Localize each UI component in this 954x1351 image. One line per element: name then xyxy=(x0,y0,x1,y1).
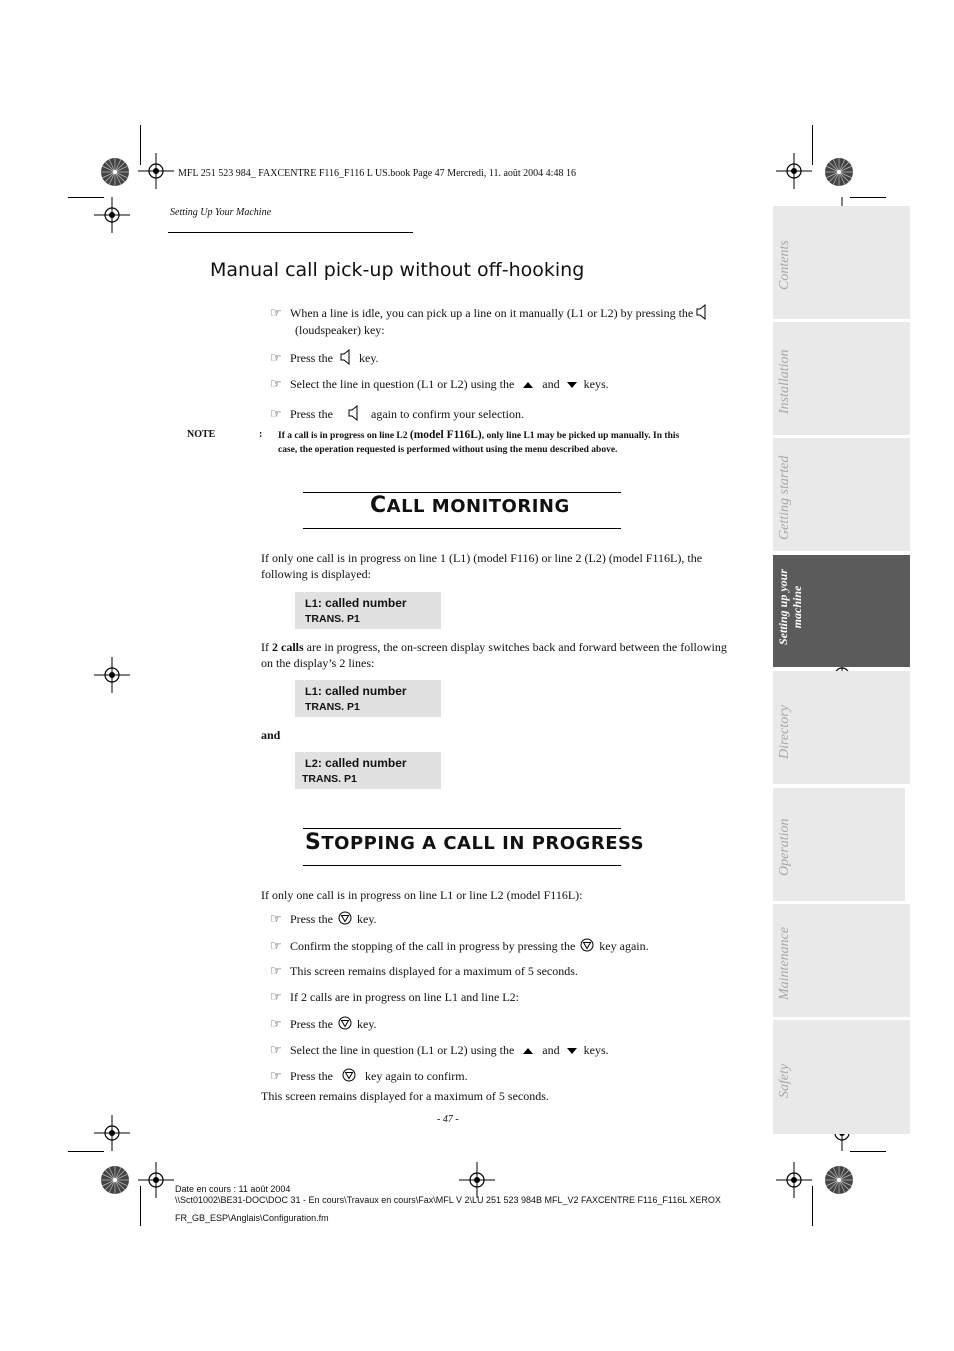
lcd-display xyxy=(295,680,441,717)
bullet-text: and xyxy=(542,377,560,391)
crop-mark xyxy=(68,1151,104,1152)
registration-mark-icon xyxy=(776,153,812,194)
bullet-text: Select the line in question (L1 or L2) using the xyxy=(290,377,515,391)
bullet-text: key. xyxy=(357,912,377,926)
lcd-line-1 xyxy=(305,684,407,698)
crop-mark xyxy=(850,197,886,198)
bullet-text: Press the xyxy=(290,1017,333,1031)
book-header: MFL 251 523 984_ FAXCENTRE F116_F116 L US.book Page 47 Mercredi, 11. août 2004 4:48 16 xyxy=(178,168,576,179)
pointing-hand-icon: ☞ xyxy=(270,405,282,421)
down-arrow-icon xyxy=(567,1043,577,1059)
tab-safety[interactable] xyxy=(773,1020,910,1134)
pointing-hand-icon: ☞ xyxy=(270,376,282,391)
bullet-text: again to confirm your selection. xyxy=(371,406,524,421)
bullet-text: Select the line in question (L1 or L2) using the xyxy=(290,1043,515,1057)
pointing-hand-icon: ☞ xyxy=(270,1068,282,1083)
tab-label: Maintenance xyxy=(777,926,792,1000)
tab-contents[interactable] xyxy=(773,206,910,319)
tab-label: Contents xyxy=(777,240,792,290)
list-item xyxy=(270,911,377,929)
note-label: NOTE xyxy=(187,429,216,440)
registration-mark-icon xyxy=(94,1115,130,1156)
loudspeaker-icon xyxy=(348,405,360,425)
pointing-hand-icon: ☞ xyxy=(270,938,282,953)
paragraph-line: on the display’s 2 lines: xyxy=(261,656,375,670)
footer-file: FR_GB_ESP\Anglais\Configuration.fm xyxy=(175,1213,329,1223)
lcd-line-rest: : called number xyxy=(317,596,407,610)
crop-mark xyxy=(850,1151,886,1152)
lcd-line-2: TRANS. P1 xyxy=(305,613,360,625)
title-rest: TOPPING A CALL IN PROGRESS xyxy=(321,833,645,854)
section-title-call-monitoring xyxy=(370,493,570,518)
note-model: (model F116L) xyxy=(409,429,482,441)
pointing-hand-icon: ☞ xyxy=(270,349,282,365)
tab-label: Installation xyxy=(777,349,792,414)
pointing-hand-icon: ☞ xyxy=(270,989,282,1004)
bullet-text: Press the xyxy=(290,1069,333,1083)
bullet-text: Confirm the stopping of the call in progress by pressing the xyxy=(290,939,576,953)
note-colon: : xyxy=(259,429,263,440)
loudspeaker-icon xyxy=(696,304,708,324)
bullet-text: key. xyxy=(359,350,379,365)
note-text xyxy=(278,428,758,457)
list-item xyxy=(270,1042,609,1059)
section-rule xyxy=(303,865,621,866)
lcd-line-1 xyxy=(305,756,407,770)
header-rule xyxy=(168,232,413,233)
bullet-text: keys. xyxy=(583,1043,609,1057)
registration-mark-icon xyxy=(94,197,130,238)
list-item xyxy=(270,1068,468,1086)
up-arrow-icon xyxy=(523,377,533,393)
tab-maintenance[interactable] xyxy=(773,904,910,1017)
and-label: and xyxy=(261,728,281,742)
page-number: - 47 - xyxy=(437,1114,459,1125)
title-initial: C xyxy=(370,493,387,518)
paragraph-bold: 2 calls xyxy=(272,640,304,654)
bullet-text: Press the xyxy=(290,406,333,421)
crop-mark xyxy=(140,1186,141,1226)
list-item xyxy=(270,938,649,956)
tab-getting-started[interactable] xyxy=(773,438,910,551)
running-head: Setting Up Your Machine xyxy=(170,207,272,218)
list-item xyxy=(270,1016,377,1034)
bullet-text: When a line is idle, you can pick up a line on it manually (L1 or L2) by pressing the xyxy=(290,305,694,320)
note-text-part: , only line L1 may be picked up manually. In this xyxy=(481,431,680,441)
tab-label: Operation xyxy=(777,818,792,876)
list-item xyxy=(270,349,379,369)
stop-key-icon xyxy=(338,911,352,929)
paragraph-line: following is displayed: xyxy=(261,567,371,581)
lcd-line-prefix: L2 xyxy=(305,758,318,770)
bullet-text: Press the xyxy=(290,912,333,926)
tab-installation[interactable] xyxy=(773,322,910,435)
stop-key-icon xyxy=(338,1016,352,1034)
lcd-line-prefix: L1 xyxy=(305,598,318,610)
print-starburst-icon xyxy=(824,157,854,192)
bullet-text: and xyxy=(542,1043,560,1057)
list-item xyxy=(270,304,760,324)
list-item xyxy=(270,963,578,979)
list-item xyxy=(270,405,524,425)
section-title-manual: Manual call pick-up without off-hooking xyxy=(210,259,585,281)
registration-mark-icon xyxy=(776,1162,812,1203)
paragraph-line: If only one call is in progress on line 1 (L1) (model F116) or line 2 (L2) (model F116L), the xyxy=(261,551,703,565)
pointing-hand-icon: ☞ xyxy=(270,304,282,320)
tab-label: Getting started xyxy=(777,455,792,540)
tab-label: Setting up your machine xyxy=(776,568,804,646)
tab-setting-up-your-machine[interactable] xyxy=(773,555,910,667)
stop-key-icon xyxy=(342,1068,356,1086)
print-starburst-icon xyxy=(100,157,130,192)
tab-operation[interactable] xyxy=(773,788,905,901)
registration-mark-icon xyxy=(138,1162,174,1203)
title-rest: ALL MONITORING xyxy=(386,496,570,517)
crop-mark xyxy=(812,1186,813,1226)
bullet-text: key again to confirm. xyxy=(365,1069,468,1083)
tab-label: Safety xyxy=(777,1063,792,1098)
lcd-line-rest: : called number xyxy=(317,684,407,698)
registration-mark-icon xyxy=(138,153,174,194)
bullet-text: This screen remains displayed for a maximum of 5 seconds. xyxy=(290,964,578,978)
paragraph xyxy=(261,639,761,671)
title-initial: S xyxy=(305,830,322,855)
bullet-text: keys. xyxy=(583,377,609,391)
print-starburst-icon xyxy=(100,1165,130,1200)
paragraph-part: are in progress, the on-screen display switches back and forward between the following xyxy=(306,640,727,654)
bullet-text: key. xyxy=(357,1017,377,1031)
crop-mark xyxy=(812,125,813,165)
pointing-hand-icon: ☞ xyxy=(270,1016,282,1031)
pointing-hand-icon: ☞ xyxy=(270,911,282,926)
pointing-hand-icon: ☞ xyxy=(270,1042,282,1057)
lcd-display xyxy=(295,592,441,629)
tab-directory[interactable] xyxy=(773,671,910,784)
list-item xyxy=(270,989,519,1005)
paragraph-part: If xyxy=(261,640,269,654)
paragraph: If only one call is in progress on line L1 or line L2 (model F116L): xyxy=(261,888,583,902)
lcd-line-prefix: L1 xyxy=(305,686,318,698)
pointing-hand-icon: ☞ xyxy=(270,963,282,978)
section-title-stopping-call xyxy=(305,830,644,855)
paragraph xyxy=(261,550,761,582)
footer-date: Date en cours : 11 août 2004 xyxy=(175,1184,291,1194)
lcd-line-2: TRANS. P1 xyxy=(305,701,360,713)
down-arrow-icon xyxy=(567,377,577,393)
bullet-text: If 2 calls are in progress on line L1 and line L2: xyxy=(290,990,519,1004)
tab-label: Directory xyxy=(777,705,792,759)
paragraph: This screen remains displayed for a maximum of 5 seconds. xyxy=(261,1089,549,1103)
registration-mark-icon xyxy=(94,657,130,698)
note-text-part: case, the operation requested is performed without using the menu described above. xyxy=(278,445,618,455)
footer-path: \\Sct01002\BE31-DOC\DOC 31 - En cours\Travaux en cours\Fax\MFL V 2\LU 251 523 984B MFL_V2 FAXCENTRE F116_F116L XEROX xyxy=(175,1195,721,1205)
stop-key-icon xyxy=(580,938,594,956)
lcd-line-1 xyxy=(305,596,407,610)
lcd-line-rest: : called number xyxy=(317,756,407,770)
loudspeaker-icon xyxy=(340,349,352,369)
crop-mark xyxy=(68,197,104,198)
up-arrow-icon xyxy=(523,1043,533,1059)
lcd-display xyxy=(295,752,441,789)
section-rule xyxy=(303,828,621,829)
crop-mark xyxy=(140,125,141,165)
lcd-line-2: TRANS. P1 xyxy=(302,773,357,785)
bullet-text: key again. xyxy=(599,939,649,953)
note-text-part: If a call is in progress on line L2 xyxy=(278,431,408,441)
list-item xyxy=(270,376,609,393)
bullet-text: Press the xyxy=(290,350,333,365)
bullet-continuation: (loudspeaker) key: xyxy=(295,323,385,337)
print-starburst-icon xyxy=(824,1165,854,1200)
section-rule xyxy=(303,528,621,529)
